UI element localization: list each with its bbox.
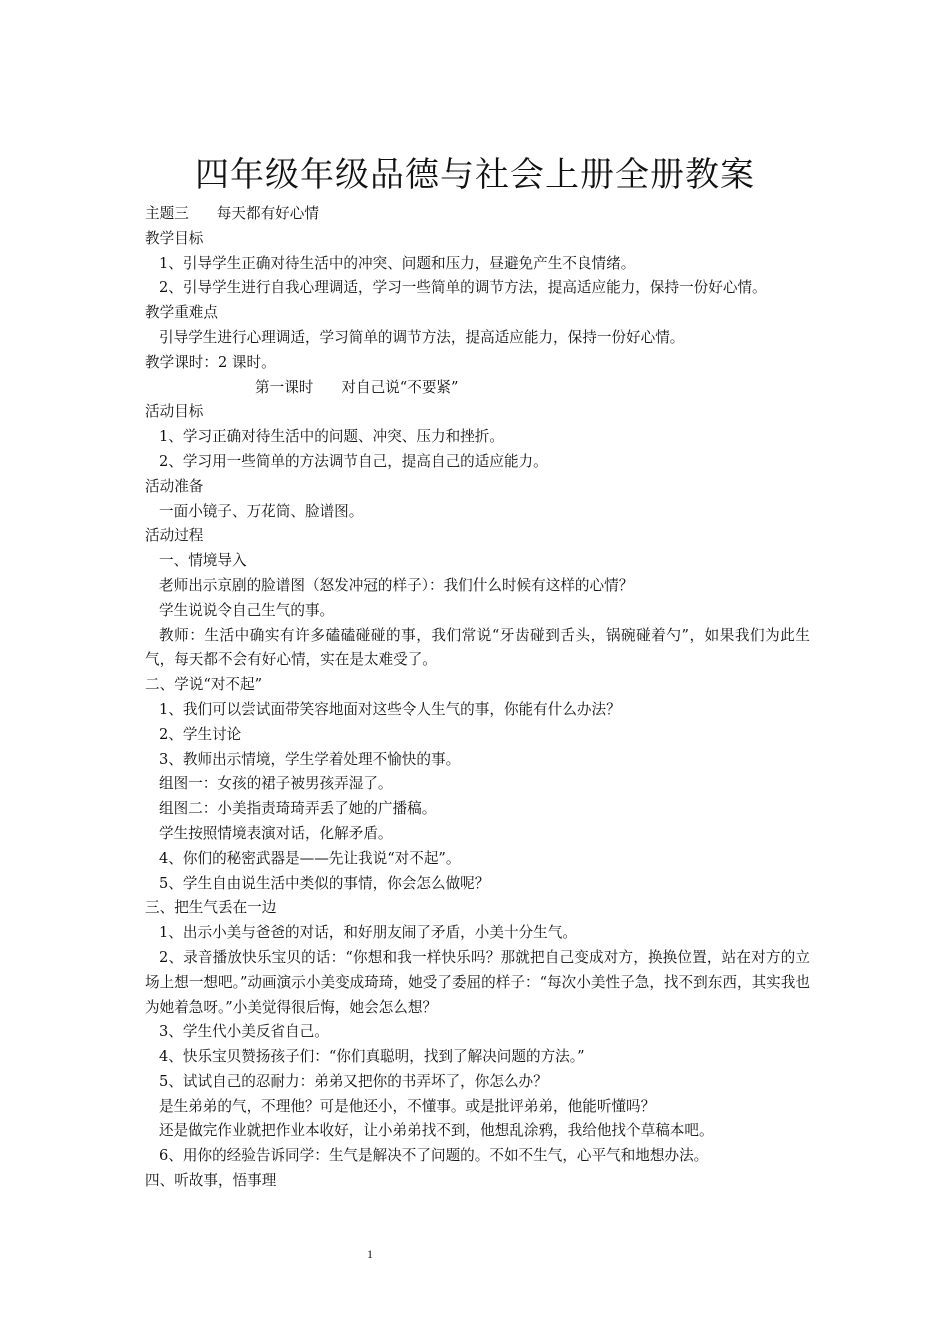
section-line: 5、学生自由说生活中类似的事情，你会怎么做呢？ — [159, 874, 490, 892]
section-heading: 四、听故事，悟事理 — [145, 1172, 277, 1190]
prep-heading: 活动准备 — [145, 477, 204, 495]
goal-item: 2、引导学生进行自我心理调适，学习一些简单的调节方法，提高适应能力，保持一份好心情。 — [159, 279, 767, 297]
activity-goal-item: 1、学习正确对待生活中的问题、冲突、压力和挫折。 — [159, 428, 504, 446]
section-line: 老师出示京剧的脸谱图（怒发冲冠的样子）：我们什么时候有这样的心情？ — [159, 576, 634, 594]
section-paragraph: 2、录音播放快乐宝贝的话：“你想和我一样快乐吗？那就把自己变成对方，换换位置，站在对方的立场上想一想吧。”动画演示小美变成琦琦，她受了委屈的样子：“每次小美性子急，找不到东西，其实我也为她着急呀。”小美觉得很后悔，她会怎么想？ — [145, 948, 810, 1016]
theme-heading — [145, 202, 810, 227]
key-heading: 教学重难点 — [145, 304, 218, 322]
key-text: 引导学生进行心理调适，学习简单的调节方法，提高适应能力，保持一份好心情。 — [159, 328, 685, 346]
section-paragraph: 教师：生活中确实有许多磕磕碰碰的事，我们常说“牙齿碰到舌头，锅碗碰着勺”，如果我们为此生气，每天都不会有好心情，实在是太难受了。 — [145, 626, 810, 669]
section-line: 4、你们的秘密武器是——先让我说“对不起”。 — [159, 849, 461, 867]
prep-text: 一面小镜子、万花筒、脸谱图。 — [159, 502, 364, 520]
section-line: 是生弟弟的气，不理他？可是他还小，不懂事。或是批评弟弟，他能听懂吗？ — [159, 1097, 656, 1115]
theme-name: 每天都有好心情 — [216, 205, 319, 222]
section-line: 1、我们可以尝试面带笑容地面对这些令人生气的事，你能有什么办法？ — [159, 700, 621, 718]
goal-item: 1、引导学生正确对待生活中的冲突、问题和压力，昼避免产生不良情绪。 — [159, 254, 636, 272]
section-heading: 一、情境导入 — [159, 552, 247, 570]
section-line: 学生按照情境表演对话，化解矛盾。 — [159, 824, 393, 842]
page-number: 1 — [367, 1247, 373, 1261]
activity-goal-item: 2、学习用一些简单的方法调节自己，提高自己的适应能力。 — [159, 452, 548, 470]
section-line: 学生说说令自己生气的事。 — [159, 601, 335, 619]
section-line: 还是做完作业就把作业本收好，让小弟弟找不到，他想乱涂鸦，我给他找个草稿本吧。 — [159, 1122, 714, 1140]
section-line: 1、出示小美与爸爸的对话，和好朋友闹了矛盾，小美十分生气。 — [159, 924, 577, 942]
activity-goals-heading: 活动目标 — [145, 403, 204, 421]
section-line: 2、学生讨论 — [159, 725, 242, 743]
section-line: 组图一：女孩的裙子被男孩弄湿了。 — [159, 775, 393, 793]
section-heading: 二、学说“对不起” — [145, 676, 263, 694]
section-line: 3、学生代小美反省自己。 — [159, 1023, 329, 1041]
process-heading: 活动过程 — [145, 527, 204, 545]
lesson-label: 第一课时 — [255, 378, 314, 396]
section-line: 4、快乐宝贝赞扬孩子们：“你们真聪明，找到了解决问题的方法。” — [159, 1048, 585, 1066]
section-heading: 三、把生气丢在一边 — [145, 899, 277, 917]
lesson-heading — [145, 376, 810, 401]
section-line: 组图二：小美指责琦琦弄丢了她的广播稿。 — [159, 800, 437, 818]
document-body — [145, 202, 810, 1194]
goals-heading: 教学目标 — [145, 229, 204, 247]
section-line: 3、教师出示情境，学生学着处理不愉快的事。 — [159, 750, 461, 768]
lesson-name: 对自己说“不要紧” — [341, 378, 459, 396]
document-title: 四年级年级品德与社会上册全册教案 — [195, 154, 755, 195]
section-line: 6、用你的经验告诉同学：生气是解决不了问题的。不如不生气，心平气和地想办法。 — [159, 1147, 709, 1165]
class-hours: 教学课时：2 课时。 — [145, 353, 276, 371]
theme-label: 主题三 — [145, 205, 189, 222]
section-line: 5、试试自己的忍耐力：弟弟又把你的书弄坏了，你怎么办？ — [159, 1072, 548, 1090]
